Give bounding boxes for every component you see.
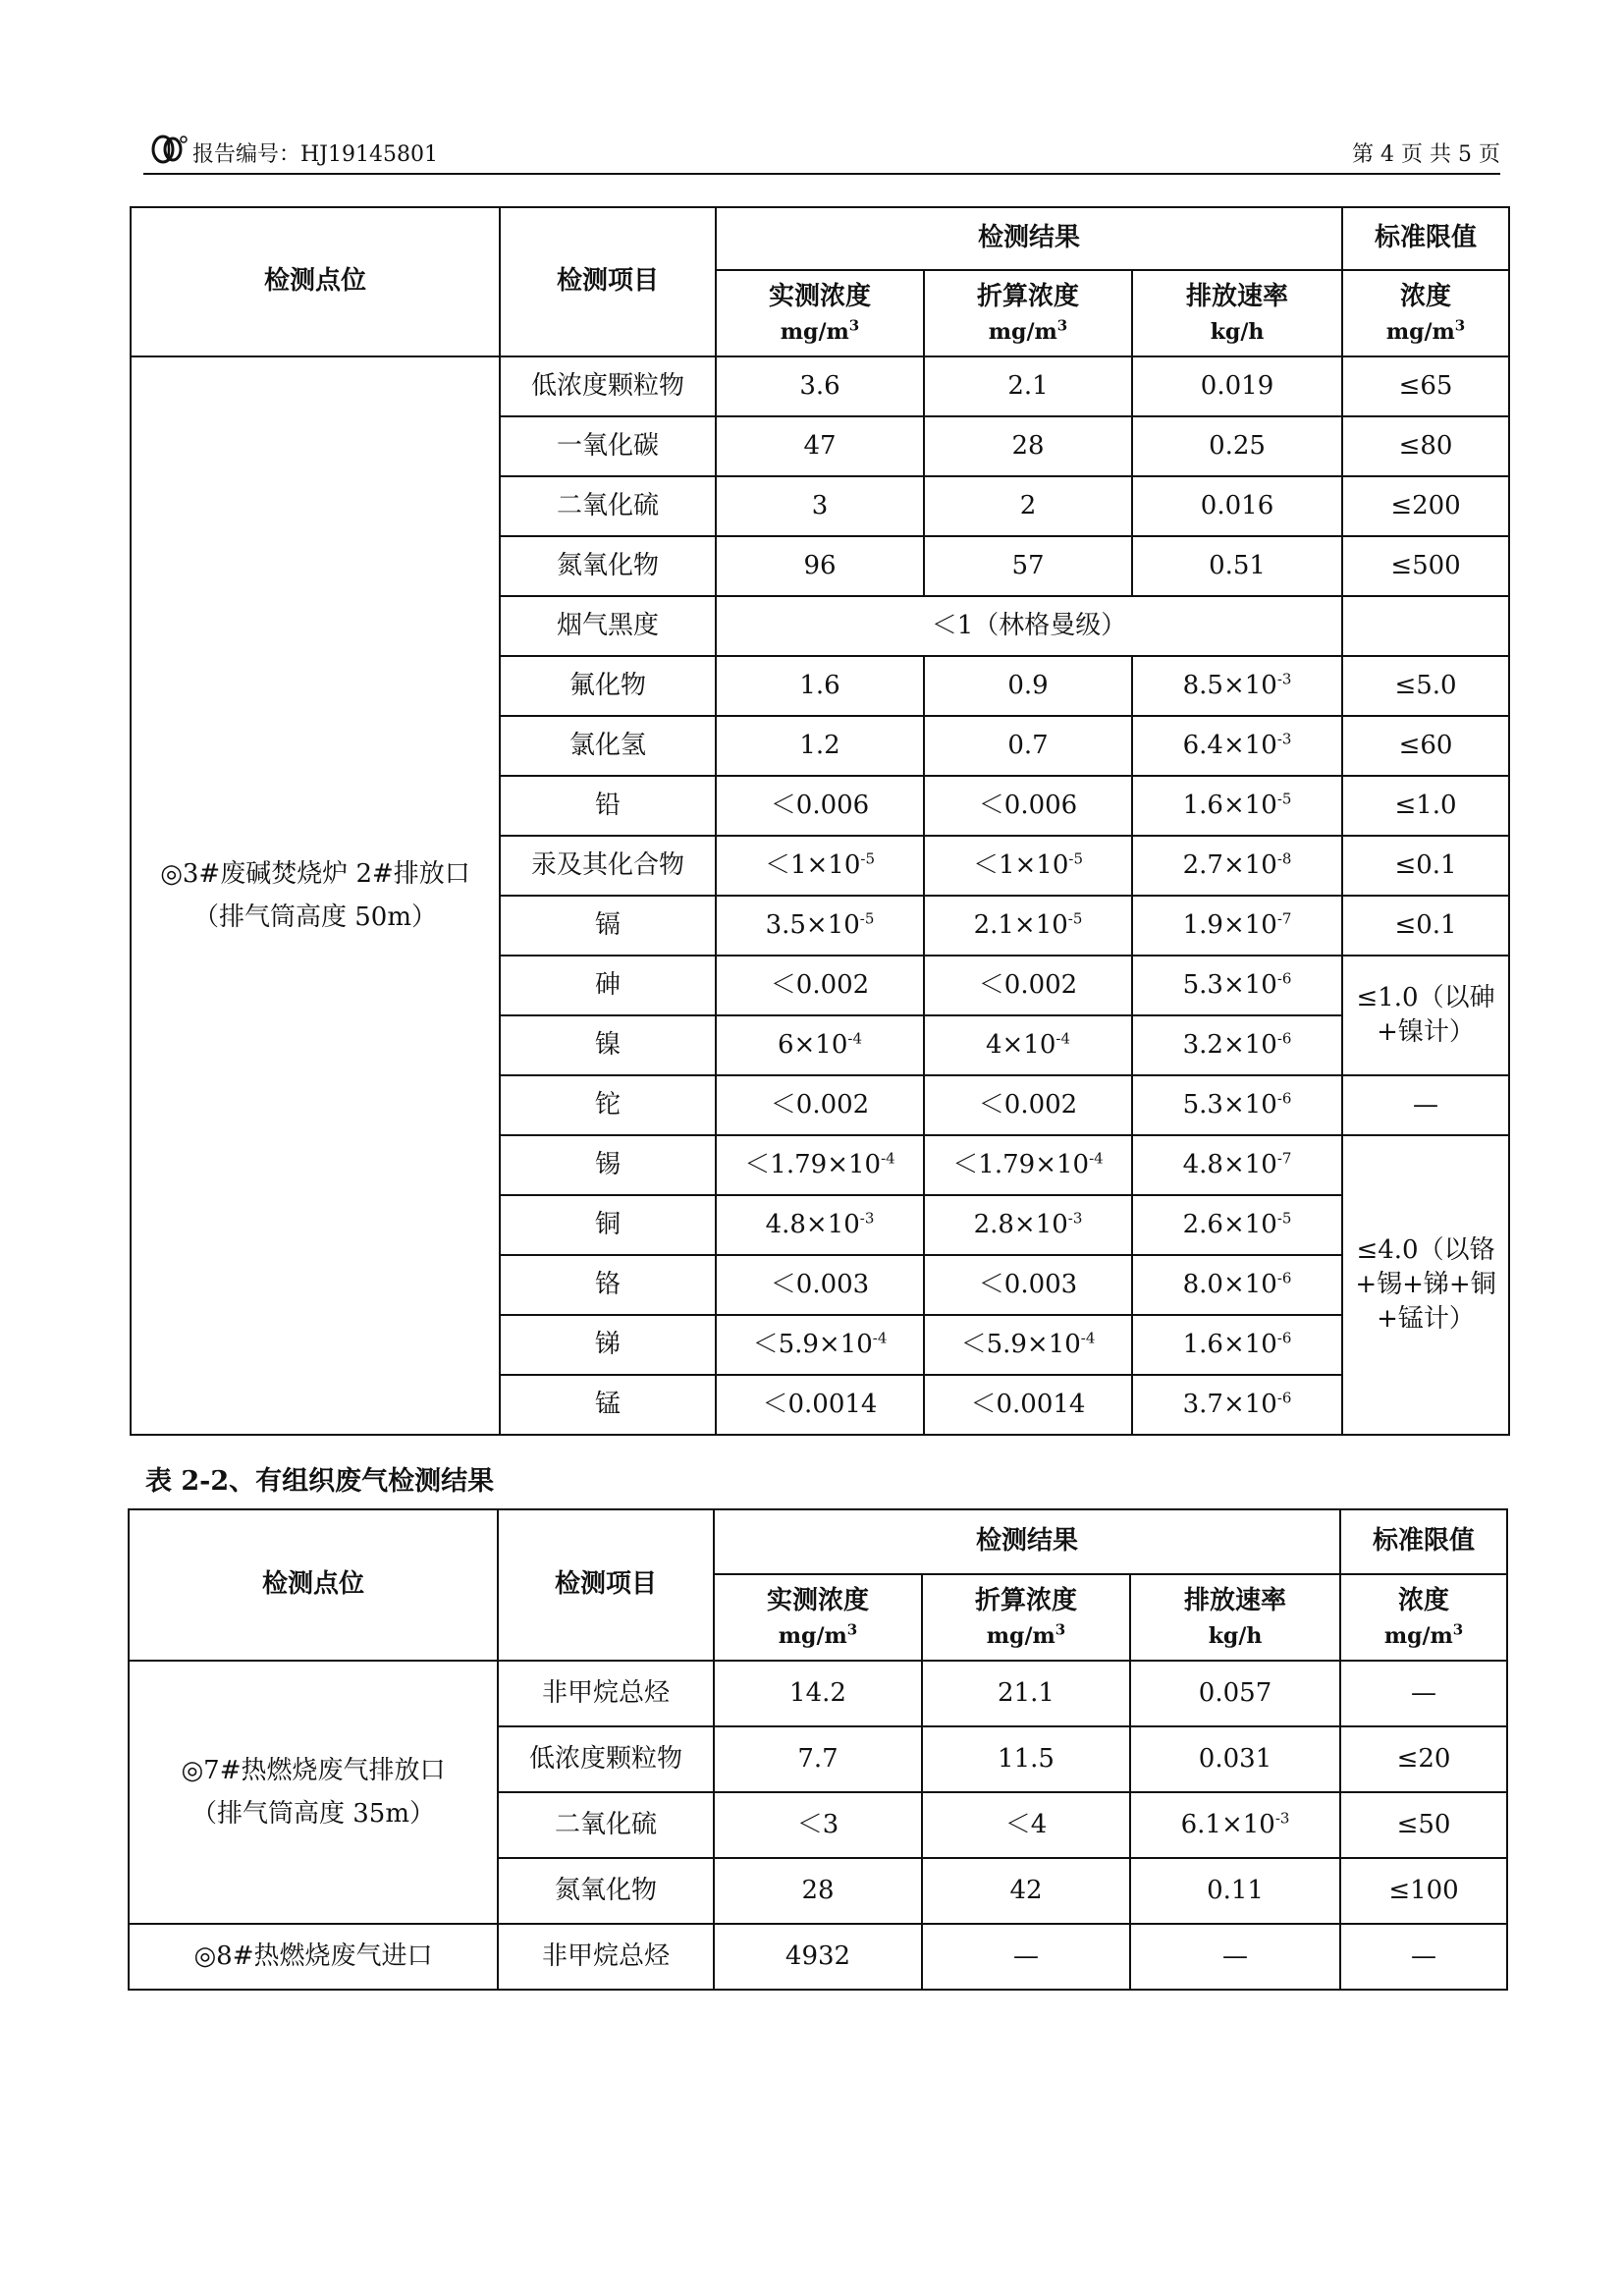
limit-value: —	[1340, 1661, 1507, 1726]
pollutant-name: 一氧化碳	[500, 416, 716, 476]
converted-value: ＜0.002	[924, 1075, 1132, 1135]
measured-value: 1.2	[716, 716, 924, 776]
measured-value-base: ＜1.79×10	[744, 1149, 882, 1179]
emission-rate	[1132, 776, 1342, 836]
pollutant-name: 铜	[500, 1195, 716, 1255]
converted-value: —	[922, 1924, 1130, 1990]
emission-rate-exponent: -6	[1276, 1029, 1292, 1048]
limit-value: ≤50	[1340, 1792, 1507, 1858]
measured-value: ＜0.002	[716, 956, 924, 1015]
pollutant-name: 烟气黑度	[500, 596, 716, 656]
pollutant-name: 氯化氢	[500, 716, 716, 776]
emission-rate	[1132, 896, 1342, 956]
page-header	[145, 130, 1500, 173]
measured-value: 96	[716, 536, 924, 596]
sampling-site: ◎8#热燃烧废气进口	[129, 1924, 498, 1990]
emission-rate-exponent: -6	[1276, 1089, 1292, 1108]
converted-value: 2.1	[924, 356, 1132, 416]
sampling-site	[131, 356, 500, 1435]
emission-rate: 0.057	[1130, 1661, 1340, 1726]
header-site: 检测点位	[129, 1509, 498, 1661]
table-caption: 表 2-2、有组织废气检测结果	[145, 1466, 495, 1497]
limit-value: ≤0.1	[1342, 896, 1509, 956]
pollutant-name: 二氧化硫	[498, 1792, 714, 1858]
emission-rate-exponent: -7	[1276, 909, 1292, 928]
pollutant-name: 二氧化硫	[500, 476, 716, 536]
measured-value	[716, 1315, 924, 1375]
limit-line: ≤4.0（以铬	[1356, 1234, 1495, 1265]
emission-rate	[1132, 1315, 1342, 1375]
measured-value: 3	[716, 476, 924, 536]
measured-value: 1.6	[716, 656, 924, 716]
limit-value: ≤0.1	[1342, 836, 1509, 896]
emission-rate	[1132, 956, 1342, 1015]
emission-rate	[1132, 656, 1342, 716]
smoke-blackness-value: ＜1（林格曼级）	[716, 596, 1342, 656]
converted-value-exponent: -3	[1067, 1209, 1083, 1228]
emission-rate: 0.25	[1132, 416, 1342, 476]
emission-rate-base: 4.8×10	[1182, 1149, 1277, 1179]
emission-rate-base: 2.7×10	[1182, 849, 1277, 880]
emission-rate	[1132, 1255, 1342, 1315]
measured-value-base: ＜5.9×10	[752, 1329, 873, 1359]
measured-value: 7.7	[714, 1726, 922, 1792]
emission-rate	[1130, 1792, 1340, 1858]
converted-value: ＜0.0014	[924, 1375, 1132, 1435]
converted-value: 42	[922, 1858, 1130, 1924]
converted-value-exponent: -5	[1067, 909, 1083, 928]
emission-rate-base: 6.1×10	[1180, 1809, 1275, 1839]
measured-value: ＜0.006	[716, 776, 924, 836]
limit-value: ≤5.0	[1342, 656, 1509, 716]
limit-value: ≤200	[1342, 476, 1509, 536]
emission-rate-base: 8.0×10	[1182, 1269, 1277, 1299]
emission-rate: 0.51	[1132, 536, 1342, 596]
converted-value	[924, 1135, 1132, 1195]
limit-value: ≤100	[1340, 1858, 1507, 1924]
pollutant-name: 汞及其化合物	[500, 836, 716, 896]
measured-value-base: 4.8×10	[765, 1209, 860, 1239]
limit-line: +镍计）	[1377, 1017, 1475, 1047]
limit-arsenic-nickel	[1342, 956, 1509, 1075]
page-number: 第 4 页 共 5 页	[1352, 142, 1500, 167]
emission-rate	[1132, 836, 1342, 896]
emission-rate-exponent: -5	[1276, 790, 1292, 808]
converted-value: 21.1	[922, 1661, 1130, 1726]
measured-value	[716, 1015, 924, 1075]
emission-rate-exponent: -6	[1276, 1329, 1292, 1347]
limit-value: —	[1340, 1924, 1507, 1990]
converted-value: 0.9	[924, 656, 1132, 716]
emission-rate-base: 3.7×10	[1182, 1389, 1277, 1419]
header-converted: 折算浓度 $mg/m^3$	[924, 270, 1132, 356]
converted-value-exponent: -4	[1089, 1149, 1104, 1168]
converted-value-base: ＜5.9×10	[960, 1329, 1081, 1359]
measured-value: ＜3	[714, 1792, 922, 1858]
converted-value: ＜4	[922, 1792, 1130, 1858]
pollutant-name: 铬	[500, 1255, 716, 1315]
emission-rate	[1132, 1375, 1342, 1435]
limit-value: ≤80	[1342, 416, 1509, 476]
converted-value: ＜0.003	[924, 1255, 1132, 1315]
converted-value-base: 2.1×10	[973, 909, 1068, 940]
converted-value	[924, 1315, 1132, 1375]
emission-rate	[1132, 1195, 1342, 1255]
emission-rate-exponent: -3	[1276, 670, 1292, 688]
company-logo-icon	[151, 134, 189, 165]
pollutant-name: 锰	[500, 1375, 716, 1435]
header-rate: 排放速率 kg/h	[1132, 270, 1342, 356]
limit-value: ≤60	[1342, 716, 1509, 776]
measured-value	[716, 1195, 924, 1255]
pollutant-name: 砷	[500, 956, 716, 1015]
pollutant-name: 铅	[500, 776, 716, 836]
emission-rate-base: 5.3×10	[1182, 1089, 1277, 1120]
converted-value-base: ＜1×10	[972, 849, 1069, 880]
table-row	[129, 1661, 1507, 1726]
converted-value: ＜0.006	[924, 776, 1132, 836]
converted-value: 11.5	[922, 1726, 1130, 1792]
emission-rate: 0.016	[1132, 476, 1342, 536]
emission-rate: 0.11	[1130, 1858, 1340, 1924]
header-site: 检测点位	[131, 207, 500, 356]
emission-rate-base: 6.4×10	[1182, 730, 1277, 760]
table-row	[129, 1924, 1507, 1990]
emission-rate-exponent: -3	[1276, 730, 1292, 748]
converted-value-base: 4×10	[985, 1029, 1056, 1060]
header-divider	[143, 173, 1500, 175]
header-limit: 标准限值	[1342, 207, 1509, 270]
converted-value-base: ＜1.79×10	[952, 1149, 1090, 1179]
emission-rate	[1132, 1075, 1342, 1135]
limit-value: —	[1342, 1075, 1509, 1135]
emission-rate-base: 2.6×10	[1182, 1209, 1277, 1239]
measured-value: ＜0.003	[716, 1255, 924, 1315]
pollutant-name: 低浓度颗粒物	[500, 356, 716, 416]
converted-value	[924, 1015, 1132, 1075]
measured-value: 3.6	[716, 356, 924, 416]
pollutant-name: 锑	[500, 1315, 716, 1375]
header-measured: 实测浓度 $mg/m^3$	[714, 1574, 922, 1661]
header-result: 检测结果	[716, 207, 1342, 270]
limit-line: +锡+锑+铜	[1355, 1269, 1496, 1299]
converted-value: 0.7	[924, 716, 1132, 776]
header-rate: 排放速率 kg/h	[1130, 1574, 1340, 1661]
measured-value	[716, 1135, 924, 1195]
limit-line: ≤1.0（以砷	[1356, 982, 1495, 1012]
measured-value	[716, 836, 924, 896]
emission-rate-exponent: -6	[1276, 969, 1292, 988]
measured-value-exponent: -3	[859, 1209, 875, 1228]
measured-value-exponent: -4	[881, 1149, 895, 1168]
emission-rate: 0.031	[1130, 1726, 1340, 1792]
header-item: 检测项目	[498, 1509, 714, 1661]
header-result: 检测结果	[714, 1509, 1340, 1574]
measured-value-exponent: -4	[847, 1029, 863, 1048]
measured-value-exponent: -5	[859, 909, 875, 928]
measured-value: 28	[714, 1858, 922, 1924]
measured-value: 4932	[714, 1924, 922, 1990]
converted-value-base: 2.8×10	[973, 1209, 1068, 1239]
emission-rate-exponent: -8	[1276, 849, 1292, 868]
converted-value: 2	[924, 476, 1132, 536]
measured-value-base: ＜1×10	[764, 849, 861, 880]
header-conc: 浓度 $mg/m^3$	[1342, 270, 1509, 356]
emission-table-1	[130, 206, 1510, 1436]
measured-value-exponent: -5	[860, 849, 876, 868]
pollutant-name: 氮氧化物	[500, 536, 716, 596]
limit-value: ≤20	[1340, 1726, 1507, 1792]
emission-rate	[1132, 1135, 1342, 1195]
converted-value: 57	[924, 536, 1132, 596]
converted-value: 28	[924, 416, 1132, 476]
measured-value: 47	[716, 416, 924, 476]
sampling-site	[129, 1661, 498, 1924]
emission-rate	[1132, 1015, 1342, 1075]
header-conc: 浓度 $mg/m^3$	[1340, 1574, 1507, 1661]
emission-rate-base: 3.2×10	[1182, 1029, 1277, 1060]
emission-rate-exponent: -5	[1276, 1209, 1292, 1228]
pollutant-name: 镉	[500, 896, 716, 956]
emission-rate-base: 1.6×10	[1182, 1329, 1277, 1359]
limit-value: ≤65	[1342, 356, 1509, 416]
emission-rate	[1132, 716, 1342, 776]
emission-rate-exponent: -6	[1276, 1269, 1292, 1287]
pollutant-name: 低浓度颗粒物	[498, 1726, 714, 1792]
emission-rate-exponent: -3	[1274, 1809, 1290, 1828]
stack-height: （排气筒高度 35m）	[190, 1799, 435, 1829]
header-item: 检测项目	[500, 207, 716, 356]
emission-rate-base: 8.5×10	[1182, 670, 1277, 700]
header-limit: 标准限值	[1340, 1509, 1507, 1574]
measured-value-exponent: -4	[872, 1329, 888, 1347]
measured-value-base: 3.5×10	[765, 909, 860, 940]
header-converted: 折算浓度 $mg/m^3$	[922, 1574, 1130, 1661]
emission-table-2	[128, 1508, 1508, 1991]
emission-rate-base: 5.3×10	[1182, 969, 1277, 1000]
converted-value-exponent: -5	[1068, 849, 1084, 868]
converted-value-exponent: -4	[1080, 1329, 1096, 1347]
limit-value	[1342, 596, 1509, 656]
emission-rate-exponent: -7	[1276, 1149, 1292, 1168]
converted-value	[924, 836, 1132, 896]
converted-value	[924, 896, 1132, 956]
emission-rate-exponent: -6	[1276, 1389, 1292, 1407]
measured-value	[716, 896, 924, 956]
limit-metal-group	[1342, 1135, 1509, 1435]
table-row	[131, 356, 1509, 416]
pollutant-name: 氟化物	[500, 656, 716, 716]
emission-rate: 0.019	[1132, 356, 1342, 416]
measured-value: ＜0.0014	[716, 1375, 924, 1435]
converted-value: ＜0.002	[924, 956, 1132, 1015]
stack-height: （排气筒高度 50m）	[192, 902, 437, 932]
pollutant-name: 锡	[500, 1135, 716, 1195]
pollutant-name: 镍	[500, 1015, 716, 1075]
report-number: 报告编号：HJ19145801	[192, 142, 438, 167]
limit-value: ≤500	[1342, 536, 1509, 596]
pollutant-name: 氮氧化物	[498, 1858, 714, 1924]
emission-rate-base: 1.6×10	[1182, 790, 1277, 820]
converted-value-exponent: -4	[1055, 1029, 1071, 1048]
measured-value: ＜0.002	[716, 1075, 924, 1135]
header-measured: 实测浓度 $mg/m^3$	[716, 270, 924, 356]
pollutant-name: 非甲烷总烃	[498, 1661, 714, 1726]
emission-rate: —	[1130, 1924, 1340, 1990]
pollutant-name: 非甲烷总烃	[498, 1924, 714, 1990]
measured-value: 14.2	[714, 1661, 922, 1726]
measured-value-base: 6×10	[777, 1029, 848, 1060]
converted-value	[924, 1195, 1132, 1255]
limit-value: ≤1.0	[1342, 776, 1509, 836]
site-name: ◎3#废碱焚烧炉 2#排放口	[160, 858, 470, 889]
pollutant-name: 铊	[500, 1075, 716, 1135]
limit-line: +锰计）	[1377, 1304, 1475, 1335]
emission-rate-base: 1.9×10	[1182, 909, 1277, 940]
site-name: ◎7#热燃烧废气排放口	[181, 1755, 446, 1785]
